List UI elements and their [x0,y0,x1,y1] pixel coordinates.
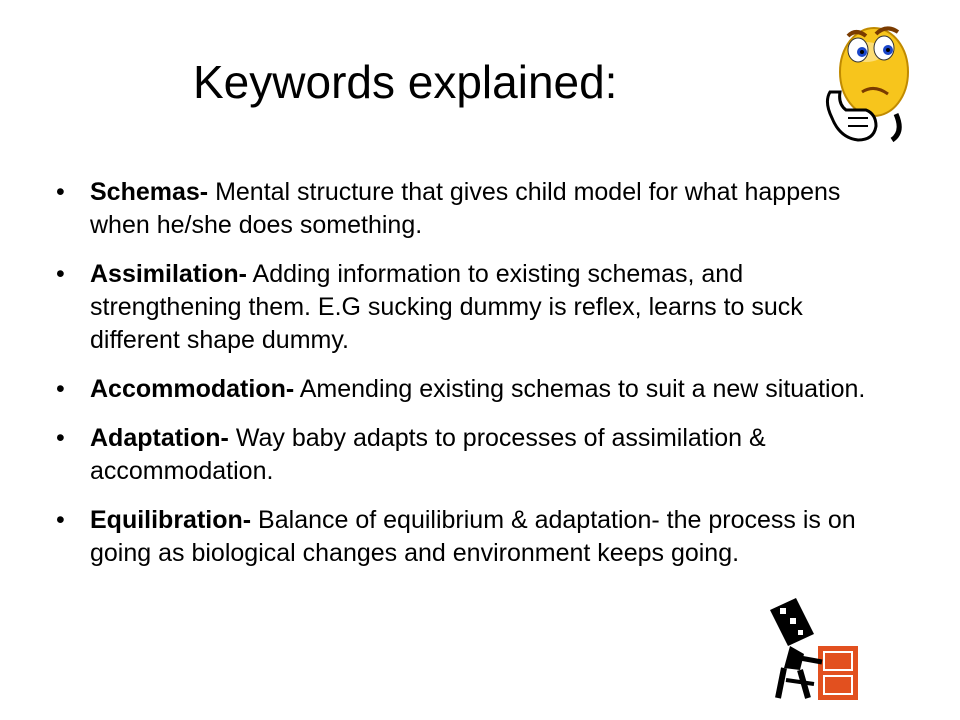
thinking-face-icon [818,22,914,150]
term-label: Accommodation- [90,375,295,403]
term-label: Adaptation- [90,424,229,452]
term-definition: Amending existing schemas to suit a new situation. [294,375,866,403]
bullet-icon: • [56,178,65,206]
person-at-desk-icon [760,598,864,704]
keyword-list [56,176,886,586]
term-definition: Balance of equilibrium & adaptation- the process is on going as biological changes and environment keeps going. [90,506,856,567]
list-item-equilibration [56,504,886,570]
term-definition: Mental structure that gives child model for what happens when he/she does something. [90,178,841,239]
bullet-icon: • [56,260,65,288]
list-item-adaptation [56,422,886,488]
bullet-icon: • [56,424,65,452]
slide-title: Keywords explained: [193,56,618,108]
list-item-schemas [56,176,886,242]
bullet-icon: • [56,506,65,534]
term-label: Assimilation- [90,260,247,288]
term-label: Schemas- [90,178,209,206]
term-label: Equilibration- [90,506,252,534]
list-item-assimilation [56,258,886,357]
term-definition: Adding information to existing schemas, and strengthening them. E.G sucking dummy is reflex, learns to suck different shape dummy. [90,260,803,354]
term-definition: Way baby adapts to processes of assimilation & accommodation. [90,424,766,485]
bullet-icon: • [56,375,65,403]
list-item-accommodation [56,373,886,406]
